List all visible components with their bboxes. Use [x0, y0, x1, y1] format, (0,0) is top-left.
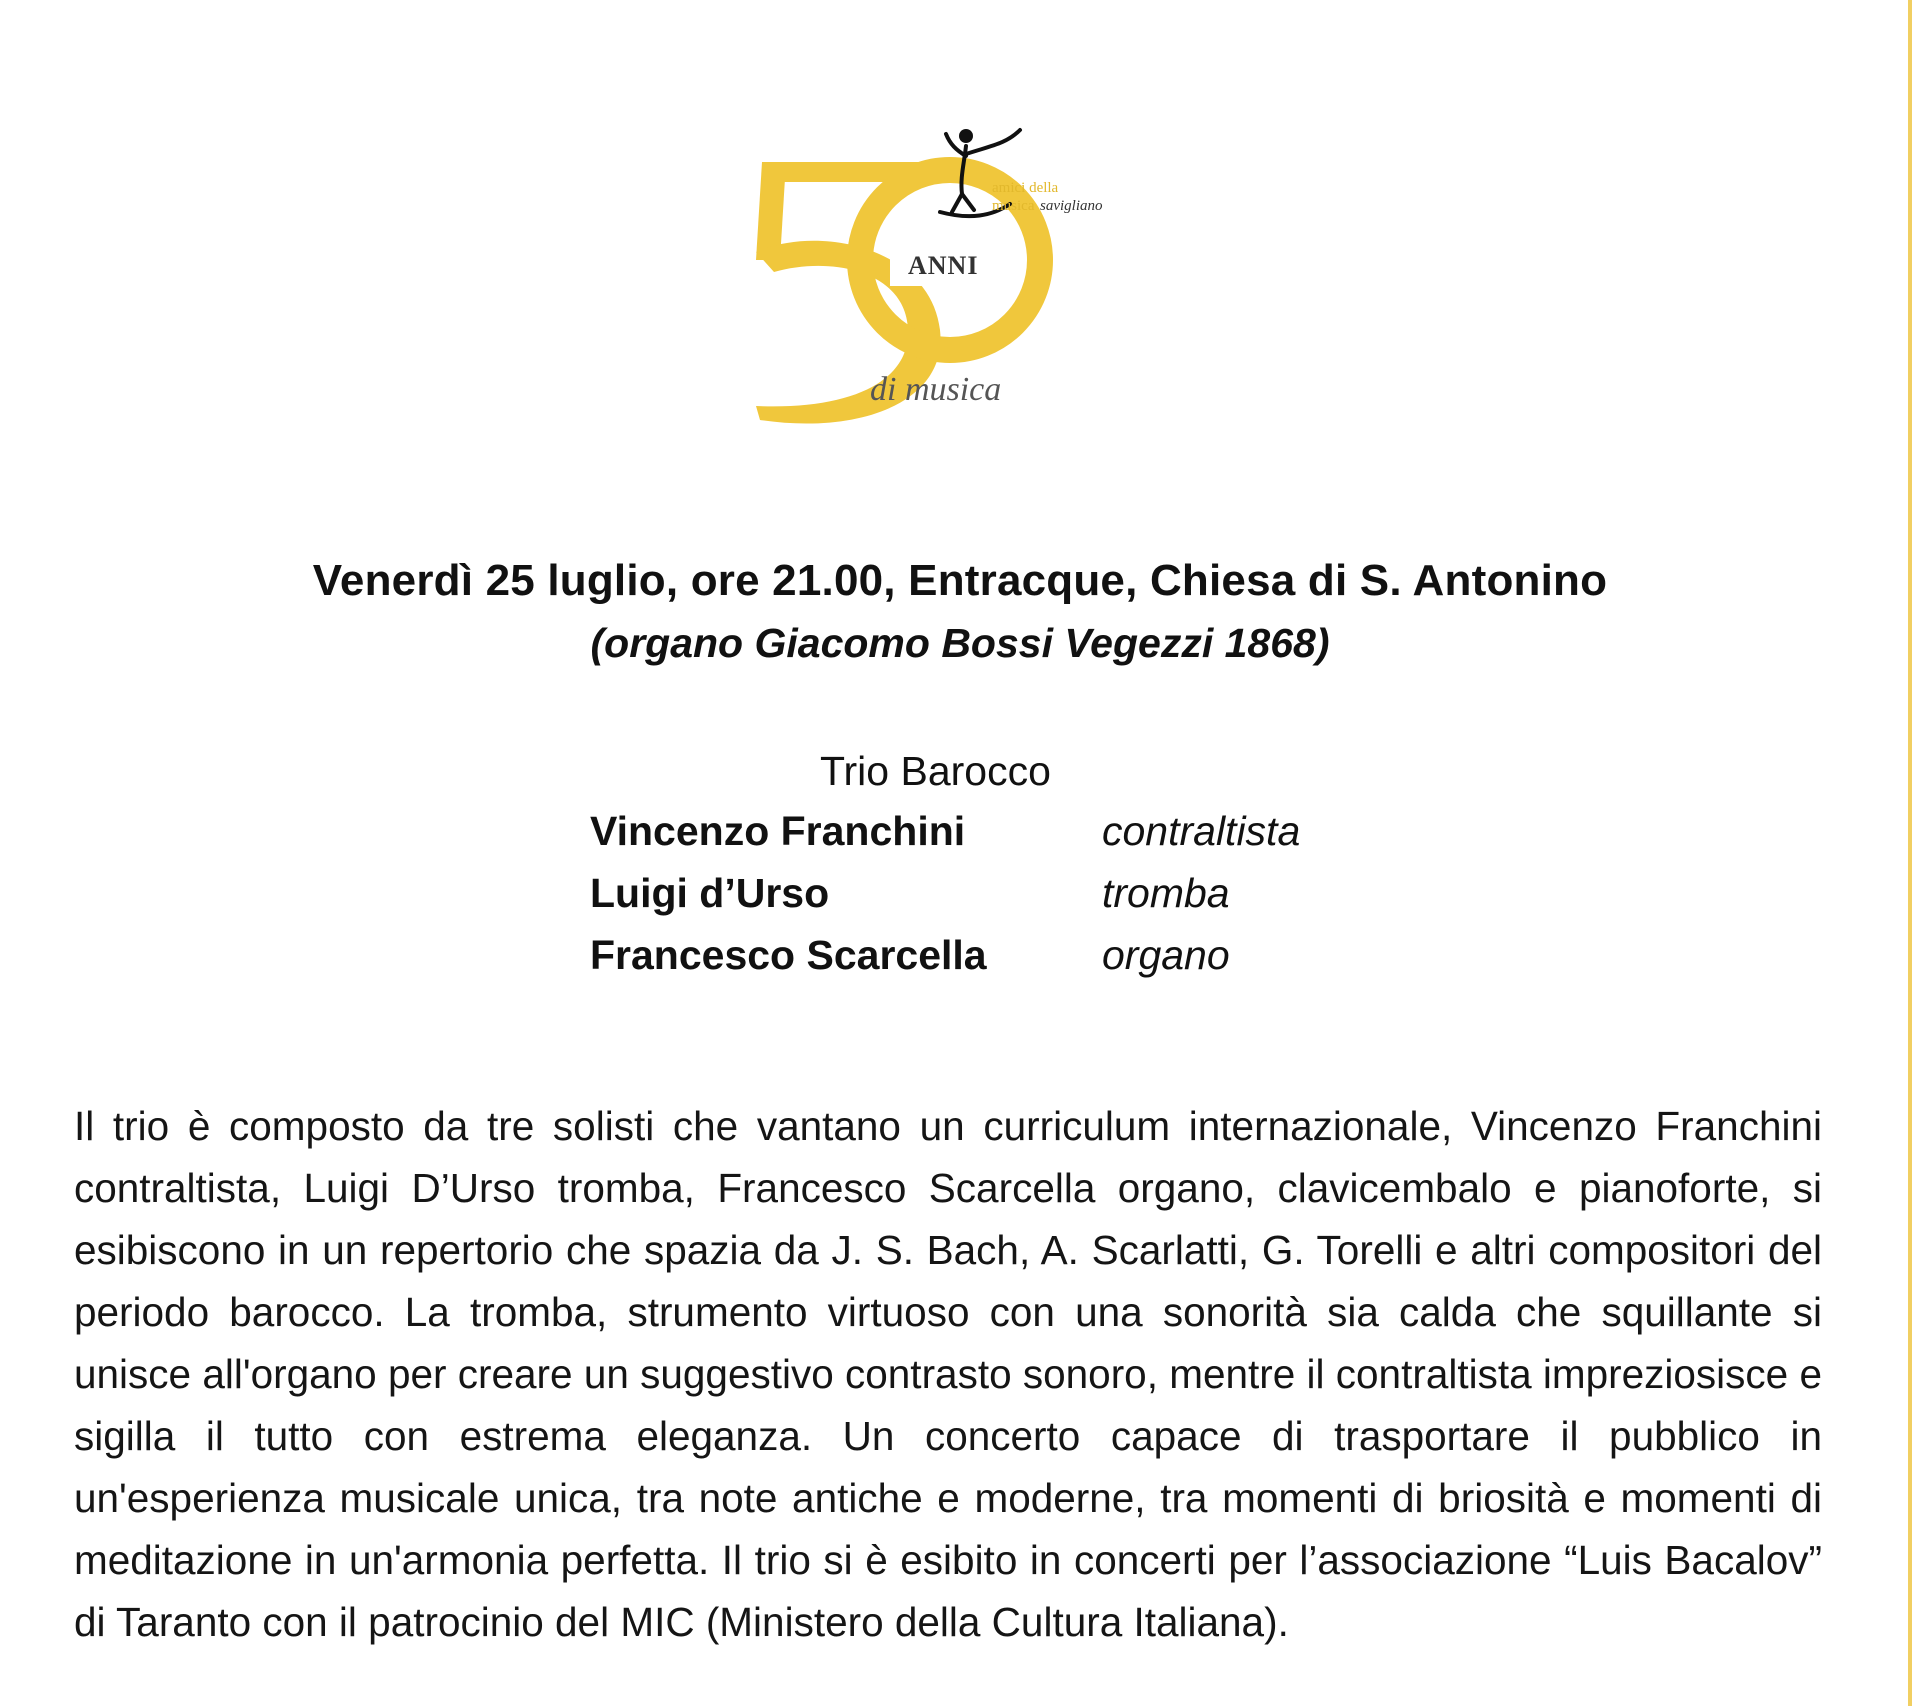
logo-tagline: di musica [870, 371, 1002, 408]
logo-org-line2: musica [992, 198, 1035, 214]
performer-role: tromba [1102, 870, 1230, 916]
event-headline: Venerdì 25 luglio, ore 21.00, Entracque, Chiesa di S. Antonino [312, 556, 1608, 605]
performer-name: Vincenzo Franchini [590, 808, 966, 854]
performer-role: organo [1102, 932, 1230, 978]
event-organ-note: (organo Giacomo Bossi Vegezzi 1868) [590, 620, 1330, 666]
logo-org-line1: amici della [992, 180, 1059, 196]
performer-name: Luigi d’Urso [590, 870, 830, 916]
performer-role: contraltista [1102, 808, 1301, 854]
page-edge-rule [1908, 0, 1912, 1706]
anniversary-logo [740, 120, 1180, 440]
logo-years-label: ANNI [908, 251, 979, 280]
performer-name: Francesco Scarcella [590, 932, 987, 978]
ensemble-name: Trio Barocco [820, 748, 1051, 794]
logo-org-city: savigliano [1040, 198, 1103, 214]
anniversary-logo-graphic [740, 120, 1180, 440]
trio-description: Il trio è composto da tre solisti che vantano un curriculum internazionale, Vincenzo Franchini contraltista, Luigi D’Urso tromba, Francesco Scarcella organo, clavicembalo e pianoforte, si esibiscono in un repertorio che spazia da J. S. Bach, A. Scarlatti, G. Torelli e altri compositori del periodo barocco. La tromba, strumento virtuoso con una sonorità sia calda che squillante si unisce all'organo per creare un suggestivo contrasto sonoro, mentre il contraltista impreziosisce e sigilla il tutto con estrema eleganza. Un concerto capace di trasportare il pubblico in un'esperienza musicale unica, tra note antiche e moderne, tra momenti di briosità e momenti di meditazione in un'armonia perfetta. Il trio si è esibito in concerti per l’associazione “Luis Bacalov” di Taranto con il patrocinio del MIC (Ministero della Cultura Italiana). [74, 1102, 1822, 1645]
